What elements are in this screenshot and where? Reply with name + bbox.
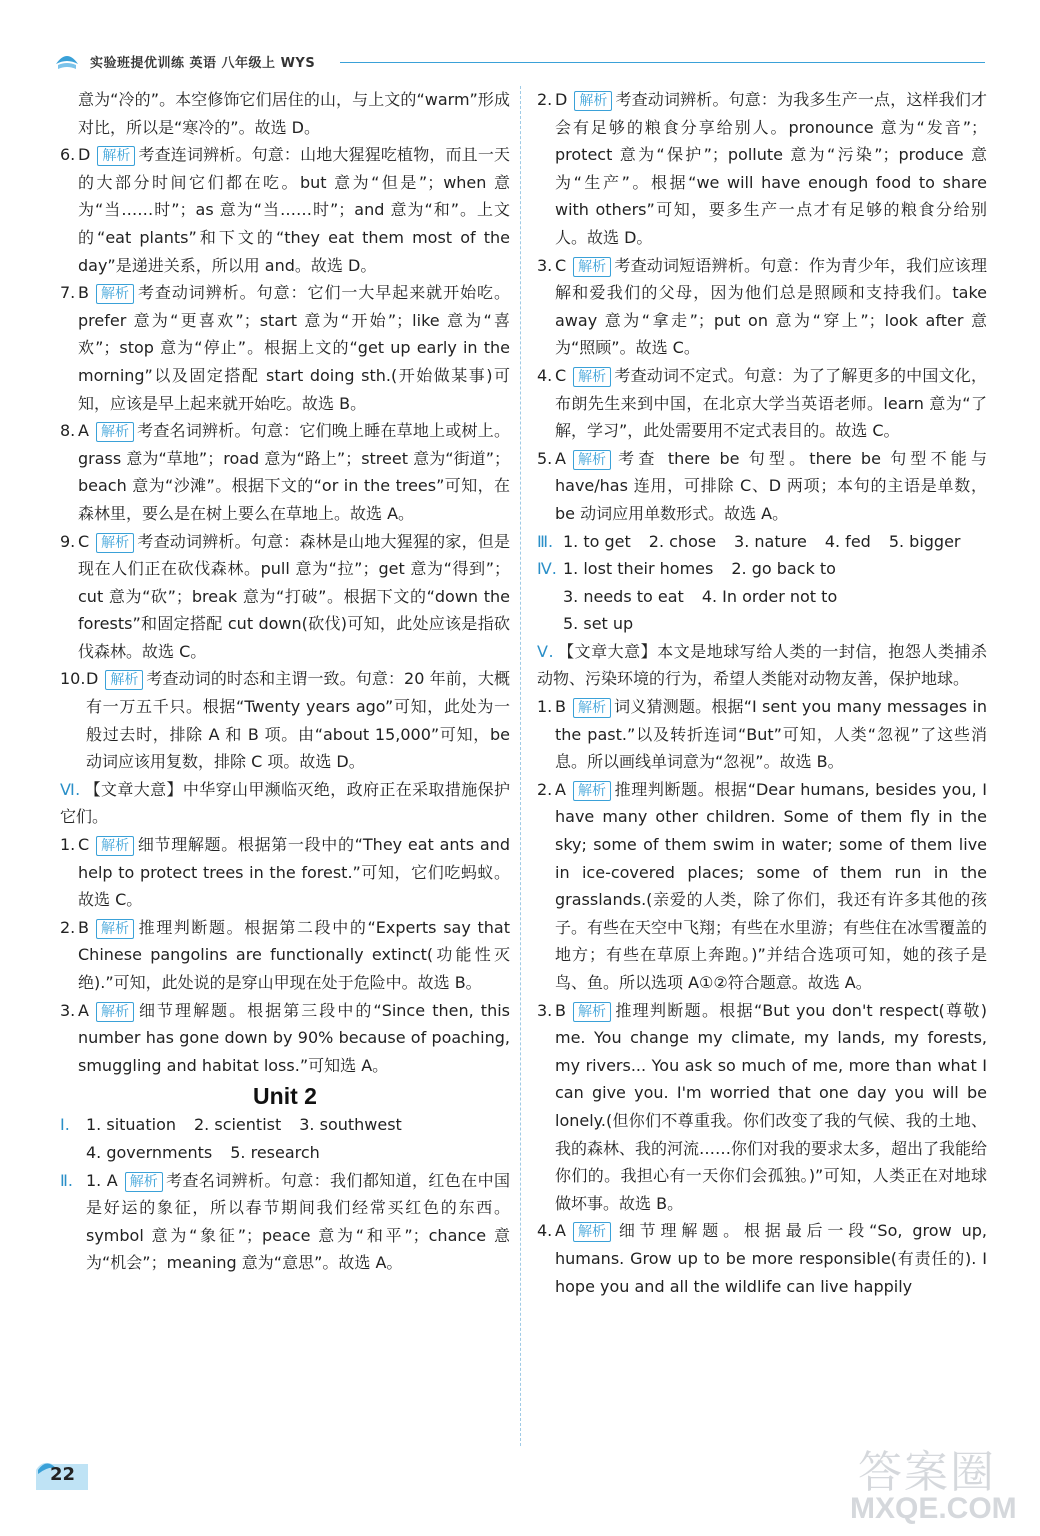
analysis-tag: 解析 [573,257,611,277]
watermark-text: 答案圈 [858,1447,996,1498]
page-header [40,48,990,78]
analysis-tag: 解析 [96,836,134,856]
answer-row: 3. needs to eat 4. In order not to [563,586,838,606]
analysis-tag: 解析 [96,1002,134,1022]
answer-item-6: 6. D 解析 考查连词辨析。句意：山地大猩猩吃植物，而且一天的大部分时间它们都在吃。but 意为“但是”；when 意为“当……时”；as 意为“当……时”；and 意为“和”。上文的“eat plants”和下文的“they eat them most of the day”是递进关系，所以用 and。故选 D。 [60,145,510,275]
answer-item-2: 2. D 解析 考查动词辨析。句意：为我多生产一点，这样我们才会有足够的粮食分享给别人。pronounce 意为“发音”；protect 意为“保护”；pollute 意为“污染”；produce 意为“生产”。根据“we will have enough food to share with others”可知，要多生产一点才有足够的粮食分给别人。故选 D。 [537,90,987,247]
watermark-url: MXQE.COM [850,1492,1017,1525]
answer-item-10: 10. D 解析 考查动词的时态和主谓一致。句意：20 年前，大概有一万五千只。根据“Twenty years ago”可知，此处为一般过去时，排除 A 和 B 项。由“about 15,000”可知，be 动词应该用复数，排除 C 项。故选 D。 [60,669,510,772]
analysis-tag: 解析 [573,367,611,387]
analysis-tag: 解析 [96,422,134,442]
analysis-tag: 解析 [96,919,134,939]
page-number-badge [36,1460,88,1490]
analysis-tag: 解析 [574,91,612,111]
book-logo-icon [54,52,80,74]
section-5-item-1: 1. B 解析 词义猜测题。根据“I sent you many messages in the past.”以及转折连词“But”可知，人类“忽视”了这些消息。所以画线单词意为“忽视”。故选 B。 [537,697,987,772]
section-5-item-2: 2. A 解析 推理判断题。根据“Dear humans, besides you, I have many other children. Some of them fly in the sky; some of them swim in water; some of them live in ice-covered places; some of them run in the grasslands.(亲爱的人类，除了你们，我还有许多其他的孩子。有些在天空中飞翔；有些在水里游；有些住在冰雪覆盖的地方；有些在草原上奔跑。)”并结合选项可知，她的孩子是鸟、鱼。所以选项 A①②符合题意。故选 A。 [537,779,988,992]
answer-item-8: 8. A 解析 考查名词辨析。句意：它们晚上睡在草地上或树上。grass 意为“草地”；road 意为“路上”；street 意为“街道”；beach 意为“沙滩”。根据下文的“or in the trees”可知，在森林里，要么是在树上要么在草地上。故选 A。 [60,421,510,523]
answer-row: 5. set up [563,614,634,634]
answer-row: 1. to get 2. chose 3. nature 4. fed 5. bigger [563,531,961,551]
analysis-tag: 解析 [573,450,611,470]
paragraph-continued: 意为“冷的”。本空修饰它们居住的山，与上文的“warm”形成对比，所以是“寒冷的”。故选 D。 [78,90,510,137]
answer-item-4: 4. C 解析 考查动词不定式。句意：为了了解更多的中国文化，布朗先生来到中国，在北京大学当英语老师。learn 意为“了解，学习”，此处需要用不定式表目的。故选 C。 [537,365,987,441]
analysis-tag: 解析 [573,781,611,801]
left-column [60,86,510,1277]
section-2-item-1: Ⅱ. 1. A 解析 考查名词辨析。句意：我们都知道，红色在中国是好运的象征，所以春节期间我们经常买红色的东西。symbol 意为“象征”；peace 意为“和平”；chance 意为“机会”；meaning 意为“意思”。故选 A。 [60,1170,510,1273]
analysis-tag: 解析 [125,1172,163,1192]
analysis-tag: 解析 [573,1002,611,1022]
page-number: 22 [50,1464,76,1485]
analysis-tag: 解析 [96,284,134,304]
section-4-answers: Ⅳ. 1. lost their homes 2. go back to 3. needs to eat 4. In order not to 5. set up [537,555,987,638]
section-5-item-4: 4. A 解析 细节理解题。根据最后一段“So, grow up, humans. Grow up to be more responsible(有责任的). I hope you and all the wildlife can live happily [537,1221,987,1296]
unit-title: Unit 2 [253,1083,317,1110]
analysis-tag: 解析 [105,670,143,690]
analysis-tag: 解析 [96,533,134,553]
header-rule [340,62,985,63]
section-5-summary: Ⅴ. 【文章大意】本文是地球写给人类的一封信，抱怨人类捕杀动物、污染环境的行为，希望人类能对动物友善，保护地球。 [537,641,987,689]
analysis-tag: 解析 [97,146,135,166]
section-6-item-2: 2. B 解析 推理判断题。根据第二段中的“Experts say that Chinese pangolins are functionally extinct(功能性灭绝).”可知，此处说的是穿山甲现在处于危险中。故选 B。 [60,917,510,992]
answer-row: 4. governments 5. research [86,1142,320,1162]
column-divider [520,86,521,1446]
section-1-answers: Ⅰ. 1. situation 2. scientist 3. southwest 4. governments 5. research [60,1111,510,1166]
watermark [850,1436,1040,1536]
answer-item-9: 9. C 解析 考查动词辨析。句意：森林是山地大猩猩的家，但是现在人们正在砍伐森林。pull 意为“拉”；get 意为“得到”；cut 意为“砍”；break 意为“打破”。根据下文的“down the forests”和固定搭配 cut down(砍伐)可知，此处应该是指砍伐森林。故选 C。 [60,531,510,661]
section-6-item-3: 3. A 解析 细节理解题。根据第三段中的“Since then, this number has gone down by 90% because of poaching, smuggling and habitat loss.”可知选 A。 [60,1000,510,1075]
answer-row: 1. situation 2. scientist 3. southwest [86,1115,402,1135]
answer-row: 1. lost their homes 2. go back to [563,559,836,579]
answer-item-3: 3. C 解析 考查动词短语辨析。句意：作为青少年，我们应该理解和爱我们的父母，因为他们总是照顾和支持我们。take away 意为“拿走”；put on 意为“穿上”；look after 意为“照顾”。故选 C。 [537,255,987,358]
section-6-summary: Ⅵ. 【文章大意】中华穿山甲濒临灭绝，政府正在采取措施保护它们。 [60,779,511,827]
analysis-tag: 解析 [573,698,611,718]
section-3-answers: Ⅲ. 1. to get 2. chose 3. nature 4. fed 5. bigger [537,528,987,556]
answer-item-7: 7. B 解析 考查动词辨析。句意：它们一大早起来就开始吃。prefer 意为“更喜欢”；start 意为“开始”；like 意为“喜欢”；stop 意为“停止”。根据上文的“get up early in the morning”以及固定搭配 start doing sth.(开始做某事)可知，应该是早上起来就开始吃。故选 B。 [60,283,510,413]
right-column [537,86,987,1300]
section-6-item-1: 1. C 解析 细节理解题。根据第一段中的“They eat ants and help to protect trees in the forest.”可知，它们吃蚂蚁。故选 C。 [60,835,510,910]
analysis-tag: 解析 [573,1222,611,1242]
header-title: 实验班提优训练 英语 八年级上 WYS [90,56,316,71]
answer-item-5: 5. A 解析 考查 there be 句型。there be 句型不能与 have/has 连用，可排除 C、D 两项；本句的主语是单数，be 动词应用单数形式。故选 A。 [537,448,987,523]
section-5-item-3: 3. B 解析 推理判断题。根据“But you don't respect(尊敬) me. You change my climate, my lands, my forests, my rivers... You ask so much of me, more than what I can give you. I'm worried that one day you will be lonely.(但你们不尊重我。你们改变了我的气候、我的土地、我的森林、我的河流……你们对我的要求太多，超出了我能给你们的。我担心有一天你们会孤独。)”可知，人类正在对地球做坏事。故选 B。 [537,1000,988,1213]
